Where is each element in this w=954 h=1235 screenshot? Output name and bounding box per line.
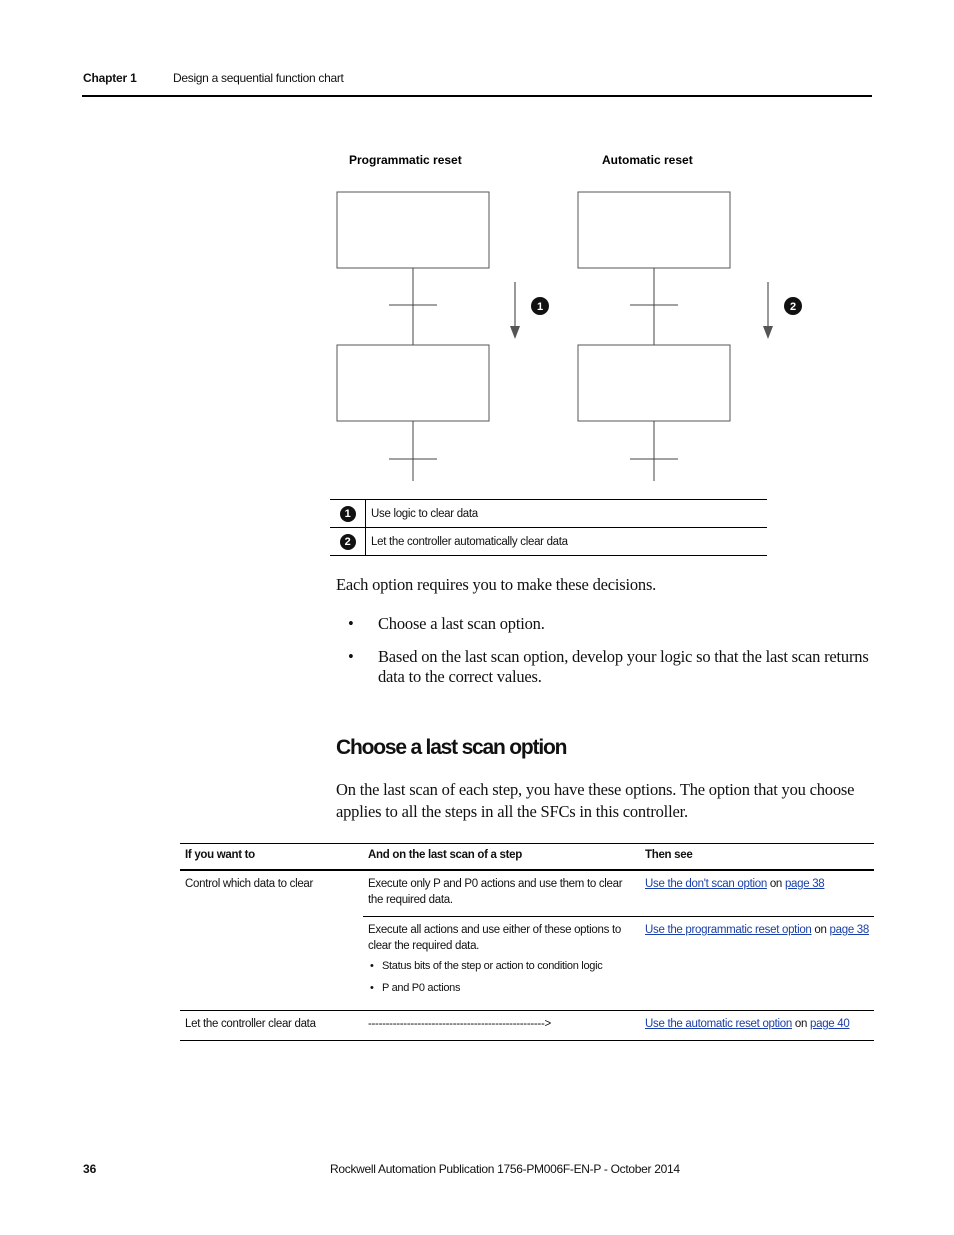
decision-list [336, 614, 876, 700]
table-cell-scan: Execute only P and P0 actions and use them to clear the required data. [363, 870, 640, 917]
dont-scan-option-link[interactable]: Use the don't scan option [645, 878, 767, 890]
sfc-reset-diagram [330, 150, 810, 490]
section-paragraph: On the last scan of each step, you have these options. The option that you choose applies to all the steps in all the SFCs in this controller. [336, 780, 855, 821]
bullet-icon: • [348, 647, 354, 666]
left-step-box-2 [337, 345, 489, 421]
down-arrow-icon [763, 282, 773, 339]
right-step-box-1 [578, 192, 730, 268]
callout-1-icon: 1 [340, 506, 356, 522]
legend-text: Use logic to clear data [366, 500, 768, 528]
programmatic-reset-label: Programmatic reset [349, 153, 462, 167]
header-rule [82, 95, 872, 97]
left-step-box-1 [337, 192, 489, 268]
table-row [180, 1011, 874, 1041]
column-header: And on the last scan of a step [363, 844, 640, 871]
table-header-row [180, 844, 874, 871]
callout-2-icon: 2 [340, 534, 356, 550]
callout-2-number: 2 [789, 301, 797, 313]
page-link[interactable]: page 38 [784, 878, 825, 890]
intro-paragraph: Each option requires you to make these decisions. [336, 575, 657, 594]
automatic-reset-option-link[interactable]: Use the automatic reset option [645, 1018, 792, 1030]
table-cell-see: Use the automatic reset option on page 40 [640, 1011, 874, 1041]
legend-row [330, 500, 767, 528]
table-cell-see: Use the don't scan option on page 38 [640, 870, 874, 917]
callout-1-number: 1 [536, 301, 544, 313]
section-heading: Choose a last scan option [336, 736, 567, 759]
chapter-label: Chapter 1 [83, 71, 137, 85]
publication-info: Rockwell Automation Publication 1756-PM006F-EN-P - October 2014 [330, 1162, 680, 1176]
table-cell-scan: --------------------------------------------------> [363, 1011, 640, 1041]
table-cell-want: Let the controller clear data [180, 1011, 363, 1041]
chapter-title: Design a sequential function chart [173, 71, 344, 85]
list-item: • Status bits of the step or action to condition logic [368, 958, 635, 974]
list-item: • Choose a last scan option. [348, 614, 545, 633]
programmatic-reset-option-link[interactable]: Use the programmatic reset option [645, 924, 812, 936]
legend-row [330, 528, 767, 556]
page-link[interactable]: page 38 [829, 924, 870, 936]
legend-text: Let the controller automatically clear data [366, 528, 768, 556]
right-step-box-2 [578, 345, 730, 421]
list-item: • Based on the last scan option, develop your logic so that the last scan returns data to the correct values. [348, 647, 869, 686]
table-cell-scan: Execute all actions and use either of these options to clear the required data. • Status bits of the step or action to condition logic • P and P0 actions [363, 917, 640, 1011]
column-header: Then see [640, 844, 874, 871]
automatic-reset-label: Automatic reset [602, 153, 693, 167]
column-header: If you want to [180, 844, 363, 871]
table-row [180, 870, 874, 917]
cell-list [368, 958, 635, 996]
table-cell-see: Use the programmatic reset option on page 38 [640, 917, 874, 1011]
page-number: 36 [83, 1162, 97, 1176]
bullet-icon: • [348, 614, 354, 633]
page-link[interactable]: page 40 [810, 1018, 850, 1030]
list-item: • P and P0 actions [368, 980, 635, 996]
table-cell-want: Control which data to clear [180, 870, 363, 1011]
last-scan-options-table [180, 843, 874, 1041]
diagram-legend [330, 499, 767, 556]
down-arrow-icon [510, 282, 520, 339]
